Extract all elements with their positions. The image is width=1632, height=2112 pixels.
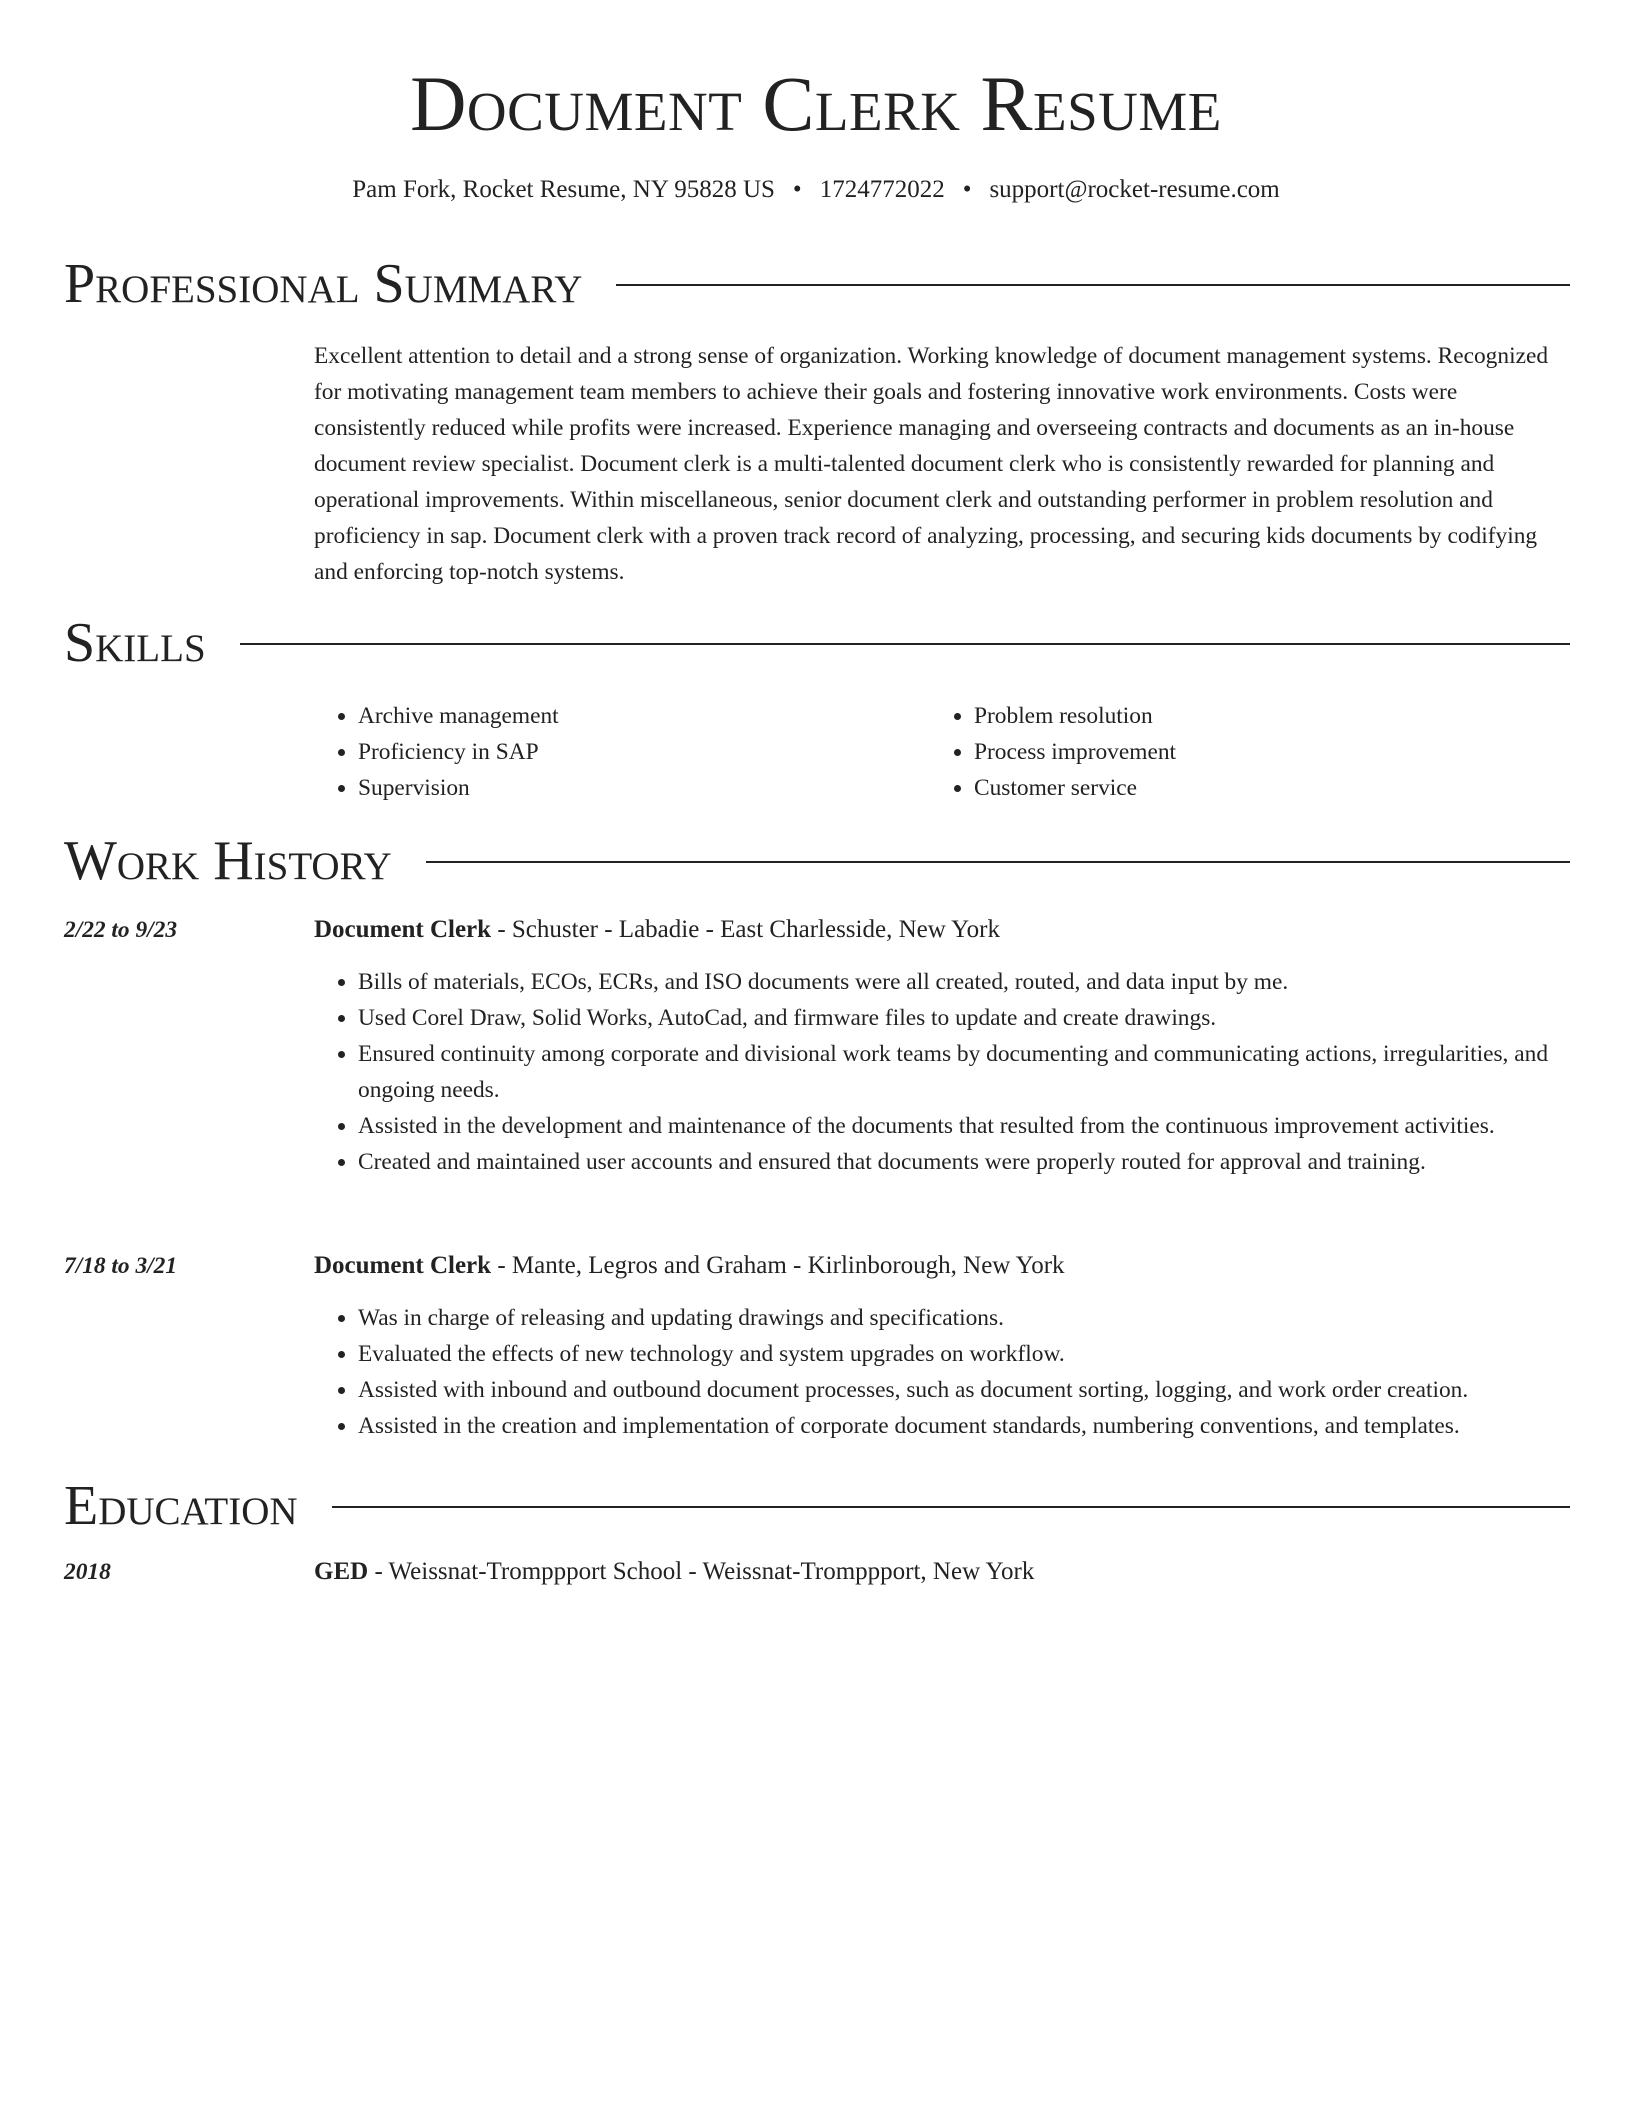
job-title-line [314, 912, 1570, 948]
skills-column-right [930, 698, 1546, 806]
education-section-header [64, 1474, 1570, 1538]
summary-section-header [64, 252, 1570, 316]
contact-email: support@rocket-resume.com [989, 176, 1280, 203]
summary-text: Excellent attention to detail and a strong sense of organization. Working knowledge of document management systems. Recognized for motivating management team members to achieve their goals and fostering innovative work environments. Costs were consistently reduced while profits were increased. Experience managing and overseeing contracts and documents as an in-house document review specialist. Document clerk is a multi-talented document clerk who is consistently rewarded for planning and operational improvements. Within miscellaneous, senior document clerk and outstanding performer in problem resolution and proficiency in sap. Document clerk with a proven track record of analyzing, processing, and securing kids documents by codifying and enforcing top-notch systems. [314, 343, 1549, 585]
skills-list [314, 698, 1570, 806]
contact-address: Pam Fork, Rocket Resume, NY 95828 US [352, 176, 775, 203]
skills-heading: Skills [64, 612, 206, 674]
summary-heading: Professional Summary [64, 253, 583, 315]
resume-title: Document Clerk Resume [410, 60, 1222, 147]
education-line [314, 1554, 1570, 1590]
job-duties [314, 964, 1570, 1180]
duty-item: • Assisted in the creation and implementation of corporate document standards, numbering conventions, and templates. [358, 1408, 1570, 1444]
work-section-header [64, 829, 1570, 893]
education-degree: GED [314, 1558, 369, 1585]
skill-item: • Process improvement [974, 734, 1546, 770]
education-school: - Weissnat-Tromppport School - Weissnat-Tromppport, New York [368, 1558, 1035, 1585]
skills-column-left [314, 698, 930, 806]
skill-item: • Proficiency in SAP [358, 734, 930, 770]
section-divider [616, 284, 1570, 286]
job-dates: 7/18 to 3/21 [64, 1253, 178, 1279]
skills-section-header [64, 611, 1570, 675]
skill-item: • Customer service [974, 770, 1546, 806]
job-title-line [314, 1248, 1570, 1284]
section-divider [426, 861, 1570, 863]
section-divider [332, 1506, 1570, 1508]
education-heading: Education [64, 1475, 298, 1537]
contact-separator: • [792, 176, 802, 203]
duty-item: • Assisted in the development and maintenance of the documents that resulted from the continuous improvement activities. [358, 1108, 1570, 1144]
job-dates: 2/22 to 9/23 [64, 917, 178, 943]
duty-item: • Assisted with inbound and outbound document processes, such as document sorting, logging, and work order creation. [358, 1372, 1570, 1408]
skill-item: • Supervision [358, 770, 930, 806]
job-role: Document Clerk [314, 916, 492, 943]
work-heading: Work History [64, 830, 392, 892]
duty-item: • Was in charge of releasing and updating drawings and specifications. [358, 1300, 1570, 1336]
duty-item: • Evaluated the effects of new technology and system upgrades on workflow. [358, 1336, 1570, 1372]
job-employer: - Mante, Legros and Graham - Kirlinborough, New York [491, 1252, 1065, 1279]
job-duties [314, 1300, 1570, 1444]
section-divider [240, 643, 1570, 645]
duty-item: • Created and maintained user accounts and ensured that documents were properly routed for approval and training. [358, 1144, 1570, 1180]
duty-item: • Bills of materials, ECOs, ECRs, and ISO documents were all created, routed, and data input by me. [358, 964, 1570, 1000]
contact-line [0, 172, 1632, 208]
duty-item: • Ensured continuity among corporate and divisional work teams by documenting and communicating actions, irregularities, and ongoing needs. [358, 1036, 1570, 1108]
skill-item: • Problem resolution [974, 698, 1546, 734]
education-year: 2018 [64, 1559, 111, 1585]
contact-phone: 1724772022 [819, 176, 945, 203]
skill-item: • Archive management [358, 698, 930, 734]
job-employer: - Schuster - Labadie - East Charlesside, New York [491, 916, 1000, 943]
job-role: Document Clerk [314, 1252, 492, 1279]
duty-item: • Used Corel Draw, Solid Works, AutoCad, and firmware files to update and create drawings. [358, 1000, 1570, 1036]
contact-separator: • [962, 176, 972, 203]
